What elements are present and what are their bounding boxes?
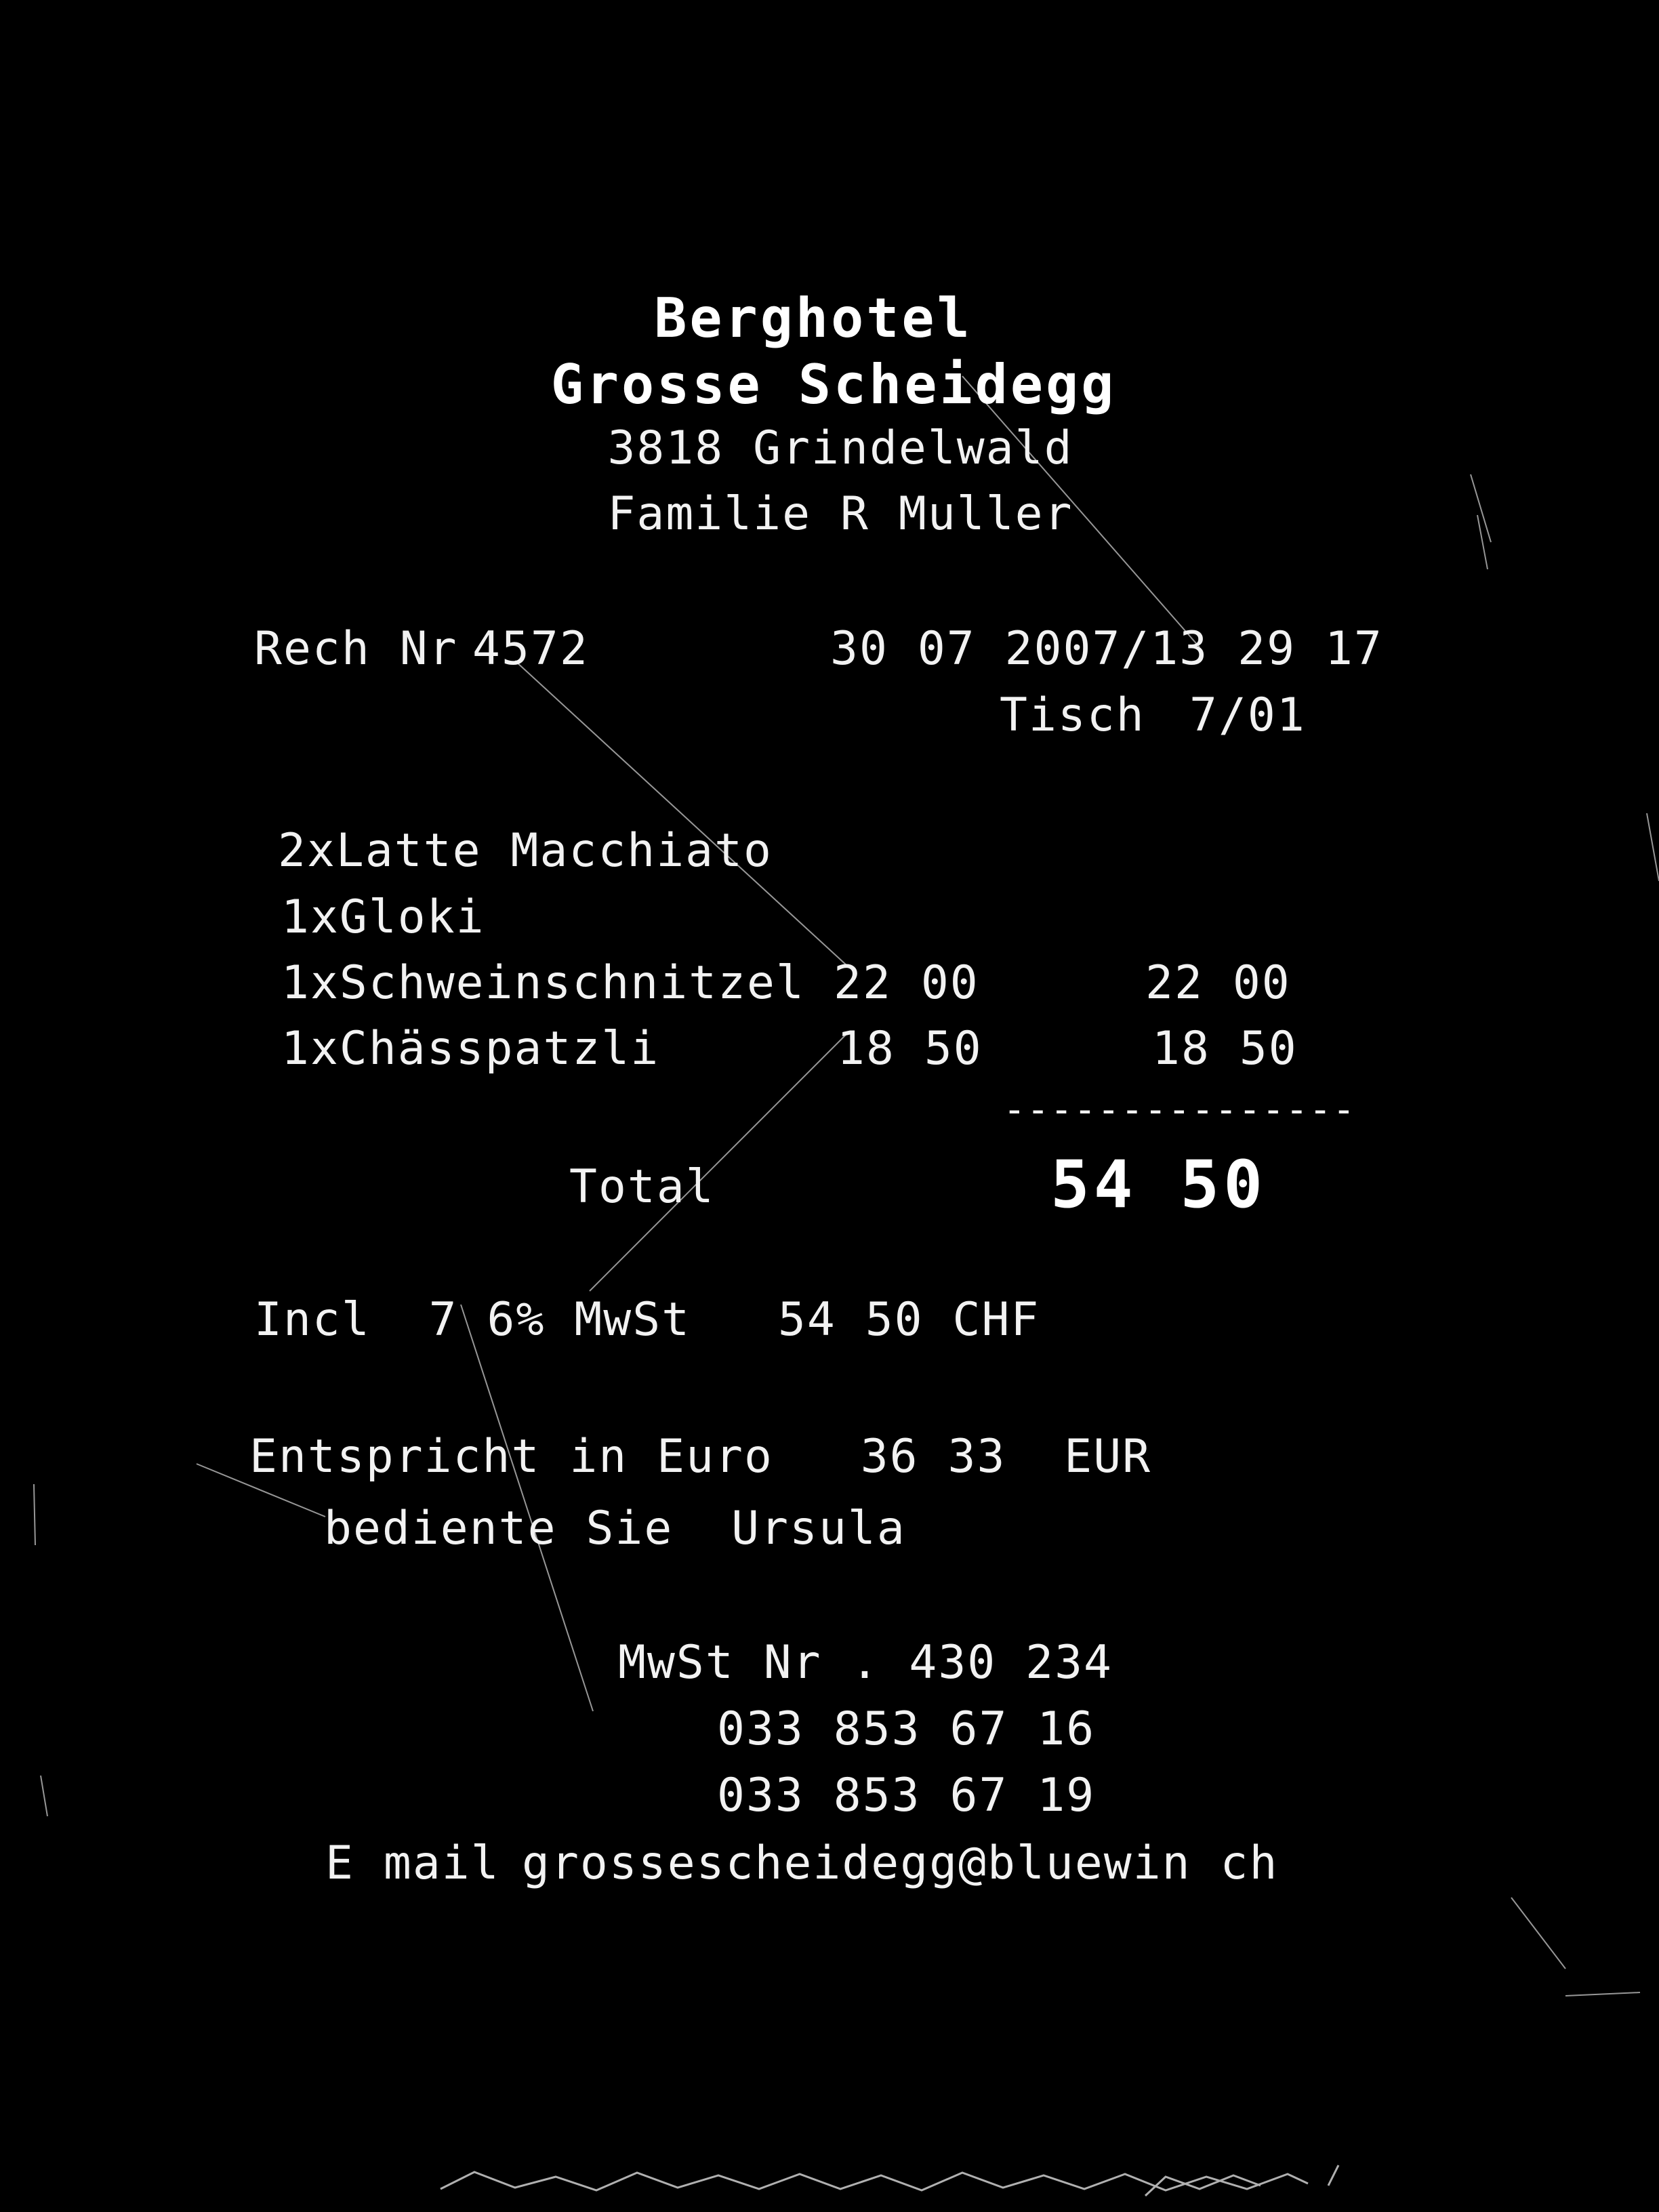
table-label: Tisch <box>1000 689 1145 742</box>
total-amount: 54 50 <box>1050 1147 1267 1223</box>
hotel-address: 3818 Grindelwald <box>607 422 1073 475</box>
item-line-total: 22 00 <box>1145 956 1291 1010</box>
phone-number: 033 853 67 16 <box>717 1702 1096 1756</box>
total-label: Total <box>569 1160 715 1214</box>
item-unit-price: 22 00 <box>834 956 979 1010</box>
server-line: bediente Sie Ursula <box>324 1502 906 1555</box>
item-description: 1xChässpatzli <box>281 1022 660 1076</box>
invoice-datetime: 30 07 2007/13 29 17 <box>830 622 1383 676</box>
hotel-owner: Familie R Muller <box>607 487 1073 541</box>
item-line-total: 18 50 <box>1152 1022 1298 1076</box>
invoice-number-label: Rech Nr <box>254 622 458 676</box>
vat-number: MwSt Nr . 430 234 <box>618 1636 1113 1689</box>
email-label: E mail <box>325 1837 500 1890</box>
item-description: 1xSchweinschnitzel <box>281 956 805 1010</box>
item-description: 2xLatte Macchiato <box>278 824 773 878</box>
email-address: grossescheidegg@bluewin ch <box>522 1837 1279 1890</box>
item-unit-price: 18 50 <box>837 1022 983 1076</box>
fax-number: 033 853 67 19 <box>717 1769 1096 1822</box>
invoice-number: 4572 <box>472 622 589 676</box>
item-description: 1xGloki <box>281 890 485 944</box>
euro-equivalent-line: Entspricht in Euro 36 33 EUR <box>249 1430 1152 1483</box>
total-separator: --------------- <box>1003 1088 1356 1132</box>
vat-included-line: Incl 7 6% MwSt 54 50 CHF <box>254 1293 1040 1347</box>
hotel-name-line2: Grosse Scheidegg <box>550 353 1117 416</box>
table-number: 7/01 <box>1189 689 1306 742</box>
hotel-name-line1: Berghotel <box>654 287 972 350</box>
